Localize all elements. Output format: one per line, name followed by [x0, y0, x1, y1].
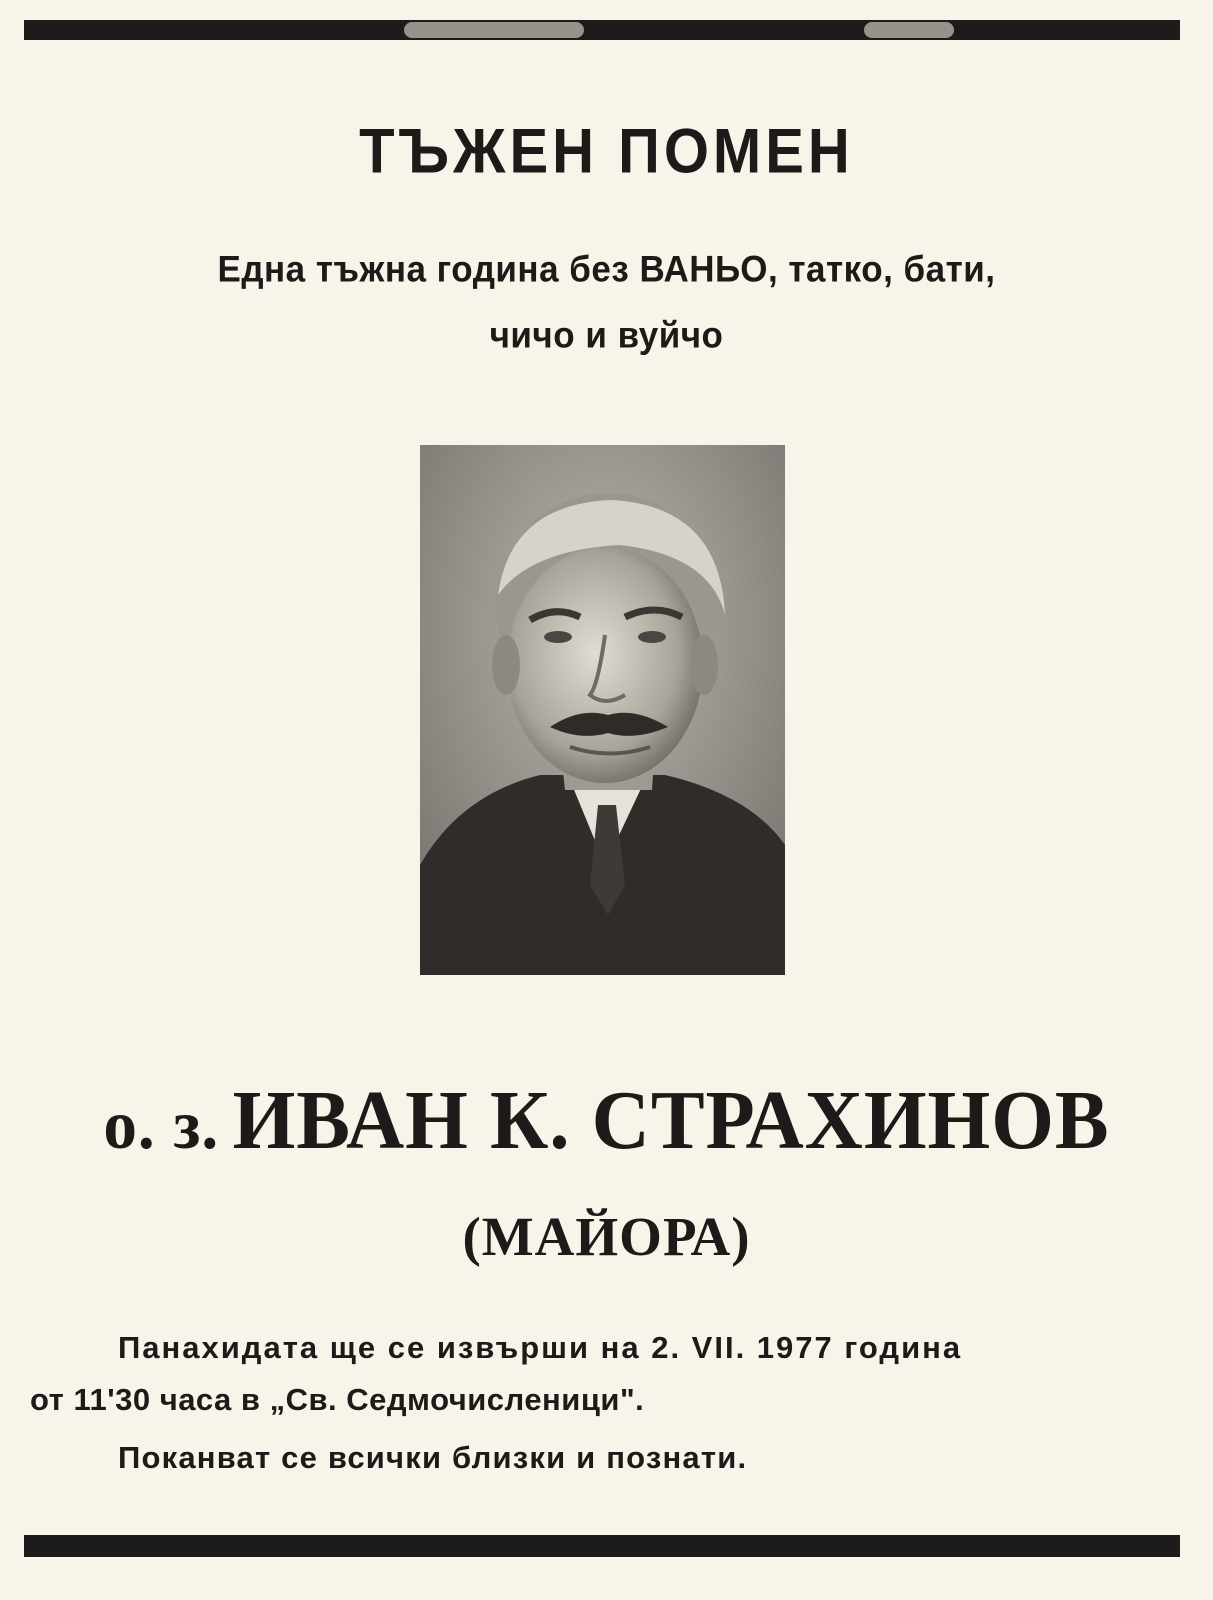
portrait-photo: [420, 445, 785, 975]
subtitle-line-1: Една тъжна година без ВАНЬО, татко, бати,: [217, 249, 996, 290]
bottom-border-rule: [24, 1535, 1180, 1557]
full-name: ИВАН К. СТРАХИНОВ: [232, 1074, 1110, 1167]
invitation-text: Поканват се всички близки и познати.: [118, 1440, 748, 1475]
rank-prefix: о. з.: [103, 1087, 220, 1164]
notice-heading: ТЪЖЕН ПОМЕН: [359, 116, 854, 187]
service-info-line-1: Панахидата ще се извърши на 2. VII. 1977 година: [118, 1330, 963, 1365]
subtitle-line-2: чичо и вуйчо: [489, 315, 724, 356]
top-border-rule: [24, 20, 1180, 40]
service-info-line-2: от 11'30 часа в „Св. Седмочисленици".: [30, 1382, 645, 1417]
deceased-name: [24, 1072, 1188, 1169]
print-smudge: [404, 22, 584, 38]
print-smudge: [864, 22, 954, 38]
nickname: (МАЙОРА): [462, 1206, 751, 1267]
